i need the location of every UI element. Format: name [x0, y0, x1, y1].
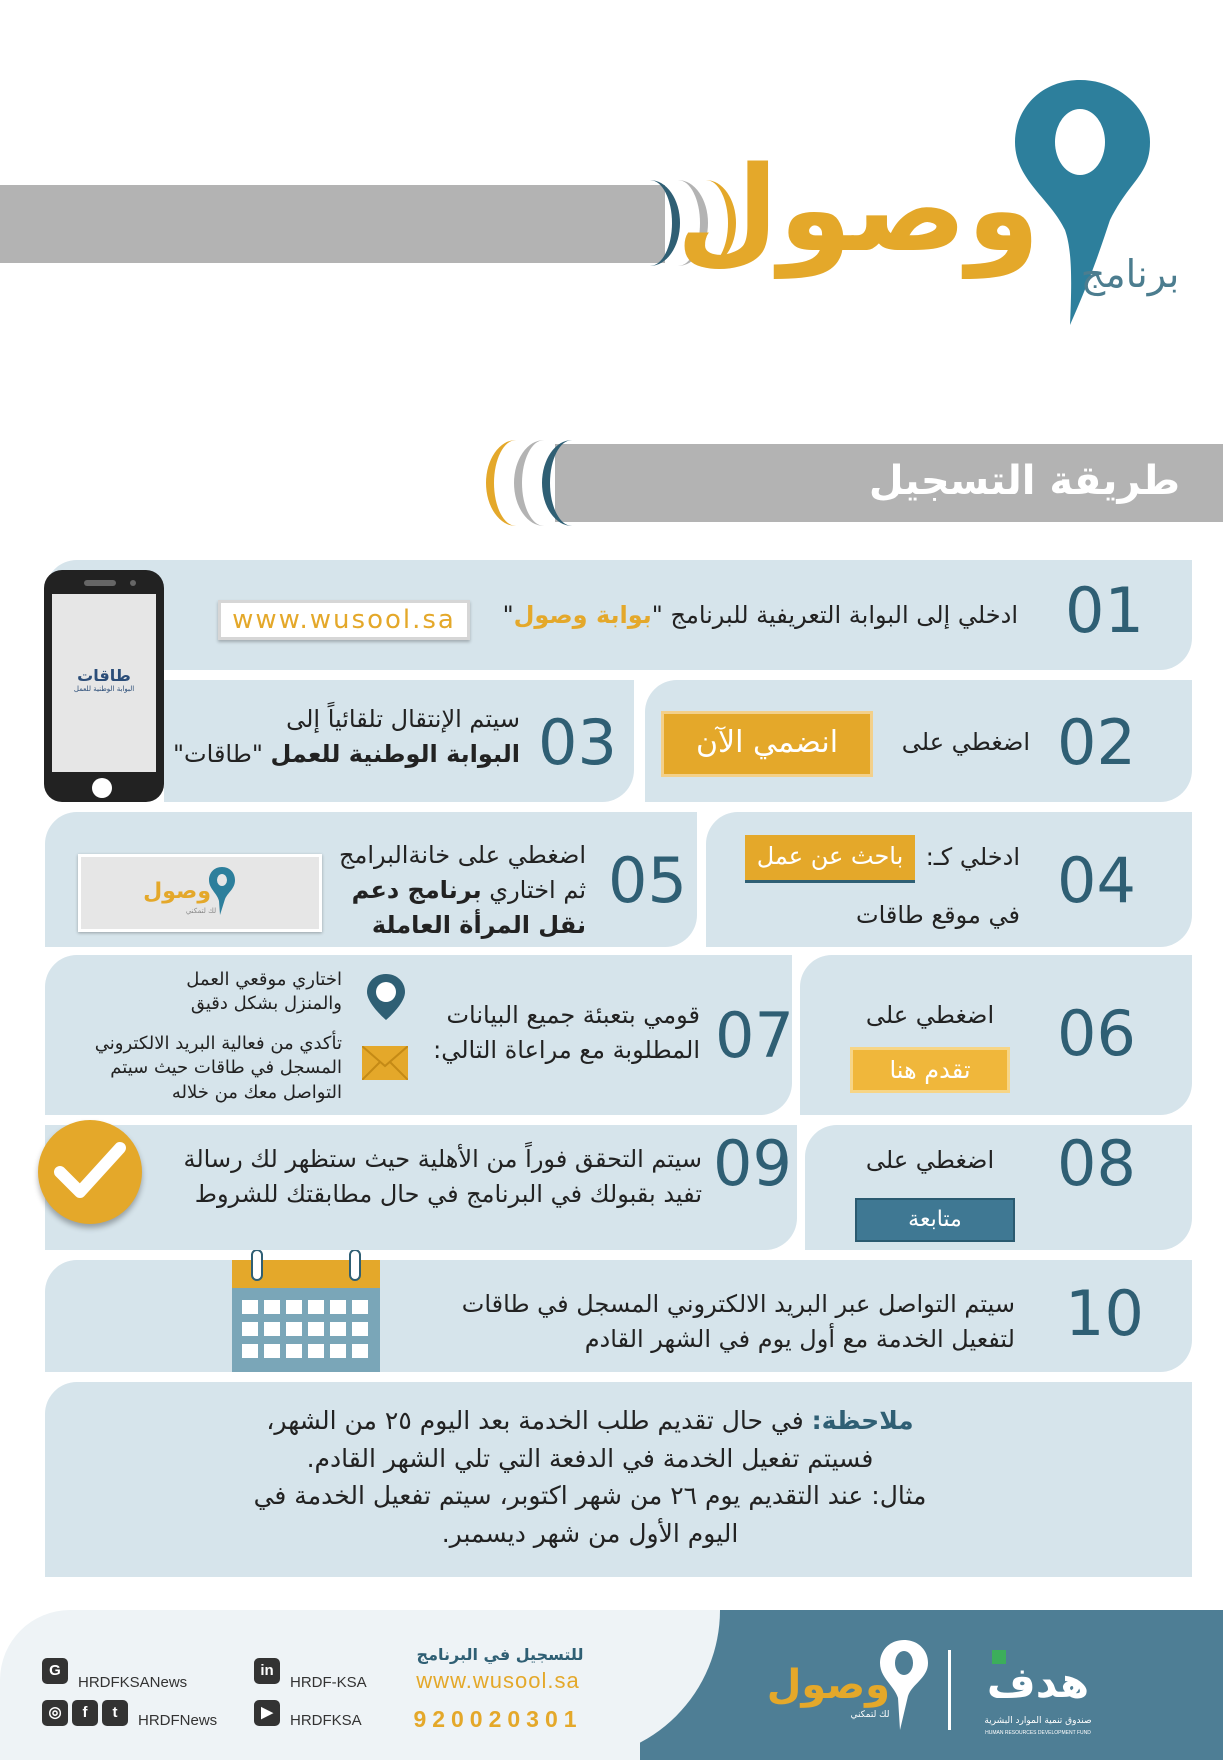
step-01-text [470, 598, 1018, 633]
step-09-line1: سيتم التحقق فوراً من الأهلية حيث ستظهر لك رسالة [183, 1145, 702, 1173]
hrdf-word: هدف [986, 1658, 1090, 1707]
note-line1-text: في حال تقديم طلب الخدمة بعد اليوم ٢٥ من الشهر، [266, 1406, 812, 1435]
step-06-number: 06 [1057, 997, 1136, 1070]
step-07-line2: المطلوبة مع مراعاة التالي: [433, 1035, 700, 1064]
step-07-text [400, 998, 700, 1068]
step-07-number: 07 [715, 999, 794, 1072]
step-07-tip1-a: اختاري موقعي العمل [186, 969, 342, 990]
note-line2: فسيتم تفعيل الخدمة في الدفعة التي تلي الشهر القادم. [306, 1443, 874, 1473]
step-05-line1: اضغطي على خانةالبرامج [338, 841, 586, 869]
step-08-text: اضغطي على [865, 1146, 995, 1174]
taqat-logo [56, 666, 152, 693]
footer-url-link[interactable]: www.wusool.sa [416, 1668, 580, 1693]
social-news-label[interactable]: HRDFNews [138, 1712, 218, 1729]
hrdf-english-name: HUMAN RESOURCES DEVELOPMENT FUND [985, 1730, 1091, 1736]
wusool-card-word: وصول [143, 879, 211, 904]
linkedin-icon[interactable]: in [254, 1658, 280, 1684]
instagram-icon[interactable]: ◎ [42, 1700, 68, 1726]
googleplus-icon[interactable]: G [42, 1658, 68, 1684]
step-07-tip2-b: المسجل في طاقات حيث سيتم [110, 1057, 342, 1079]
note-text [220, 1402, 960, 1552]
step-09-number: 09 [713, 1127, 792, 1200]
brand-word: وصول [676, 140, 1040, 278]
section-arc-blue [542, 440, 602, 526]
step-07-tip-email [60, 1032, 342, 1105]
section-title: طريقة التسجيل [868, 458, 1180, 504]
note-line1 [220, 1402, 960, 1440]
hrdf-arabic-name: صندوق تنمية الموارد البشرية [984, 1716, 1092, 1726]
taqat-logo-word: طاقات [77, 666, 131, 685]
step-10-line2: لتفعيل الخدمة مع أول يوم في الشهر القادم [584, 1324, 1015, 1353]
step-07-line1: قومي بتعبئة جميع البيانات [446, 1001, 700, 1029]
step-01-url-link[interactable]: www.wusool.sa [218, 600, 470, 640]
step-05-text [310, 838, 586, 942]
step-04-line2: في موقع طاقات [855, 901, 1020, 929]
step-01-number: 01 [1065, 574, 1144, 647]
step-07-tip2-c: التواصل معك من خلاله [171, 1081, 342, 1103]
header-gray-bar [0, 185, 665, 263]
footer-right [640, 1610, 1223, 1760]
step-05-number: 05 [608, 844, 687, 917]
step-05-line3 [310, 908, 586, 943]
step-08-number: 08 [1057, 1127, 1136, 1200]
step-07-tip-location [120, 968, 342, 1017]
step-10-text [400, 1287, 1015, 1357]
envelope-icon [362, 1046, 408, 1080]
phone-speaker [84, 580, 116, 586]
step-05-line3-bold: نقل المرأة العاملة [371, 910, 586, 939]
footer-divider [948, 1650, 951, 1730]
taqat-logo-sub: البوابة الوطنية للعمل [73, 685, 135, 693]
footer-wusool-word: وصول [766, 1662, 890, 1708]
step-02-number: 02 [1057, 706, 1136, 779]
checkmark-badge-icon [38, 1120, 142, 1224]
phone-illustration [44, 570, 164, 802]
note-line4: اليوم الأول من شهر ديسمبر. [441, 1518, 739, 1548]
step-07-tip2-a: تأكدي من فعالية البريد الالكتروني [94, 1033, 342, 1054]
step-03-line2 [150, 737, 520, 772]
step-02-join-now-button[interactable]: انضمي الآن [664, 714, 870, 774]
step-10-line1: سيتم التواصل عبر البريد الالكتروني المسجل في طاقات [461, 1290, 1015, 1318]
step-09-text [140, 1142, 702, 1212]
step-03-line2-bold: البوابة الوطنية للعمل [270, 739, 520, 768]
calendar-icon [232, 1250, 380, 1372]
location-pin-icon [367, 974, 405, 1020]
social-youtube-label[interactable]: HRDFKSA [290, 1712, 362, 1729]
checkmark-glyph-icon [54, 1138, 126, 1202]
phone-screen [52, 594, 156, 772]
twitter-icon[interactable]: t [102, 1700, 128, 1726]
step-07-tip1-b: والمنزل بشكل دقيق [190, 993, 342, 1015]
facebook-icon[interactable]: f [72, 1700, 98, 1726]
step-02-text: اضغطي على [901, 728, 1030, 756]
footer-phone-number[interactable]: 920020301 [413, 1706, 583, 1732]
youtube-icon[interactable]: ▶ [254, 1700, 280, 1726]
step-01-text-a: ادخلي إلى البوابة التعريفية للبرنامج " [651, 601, 1018, 629]
social-linkedin-label[interactable]: HRDF-KSA [290, 1674, 367, 1691]
step-03-line1: سيتم الإنتقال تلقائياً إلى [286, 705, 520, 733]
step-06-apply-here-button[interactable]: تقدم هنا [850, 1047, 1010, 1093]
phone-home-button [92, 778, 112, 798]
step-04-job-seeker-button[interactable]: باحث عن عمل [745, 835, 915, 883]
step-04-number: 04 [1057, 844, 1136, 917]
step-08-continue-button[interactable]: متابعة [855, 1198, 1015, 1242]
step-10-number: 10 [1065, 1277, 1144, 1350]
step-03-number: 03 [538, 706, 617, 779]
note-label: ملاحظة: [811, 1406, 914, 1435]
step-03-text [150, 702, 520, 772]
step-04-line1: ادخلي كـ: [925, 843, 1020, 871]
wusool-card-sub: لك لتمكني [185, 907, 217, 915]
social-gplus-label[interactable]: HRDFKSANews [78, 1674, 188, 1691]
step-01-text-gold: بوابة وصول [513, 601, 652, 629]
step-01-text-b: " [502, 601, 514, 629]
footer-wusool-sub: لك لتمكني [850, 1710, 890, 1720]
note-line3: مثال: عند التقديم يوم ٢٦ من شهر اكتوبر، سيتم تفعيل الخدمة في [253, 1481, 927, 1510]
brand-subtitle: برنامج [1080, 252, 1180, 296]
step-05-line2 [310, 873, 586, 908]
step-05-line2-bold: برنامج دعم [351, 875, 482, 904]
phone-camera [130, 580, 136, 586]
step-09-line2: تفيد بقبولك في البرنامج في حال مطابقتك للشروط [194, 1179, 702, 1208]
step-05-wusool-card[interactable] [78, 854, 322, 932]
step-05-line2-a: ثم اختاري [481, 875, 586, 904]
step-03-line2-rest: "طاقات" [173, 739, 271, 768]
step-06-text: اضغطي على [865, 1001, 995, 1029]
footer-register-label: للتسجيل في البرنامج [416, 1645, 584, 1664]
